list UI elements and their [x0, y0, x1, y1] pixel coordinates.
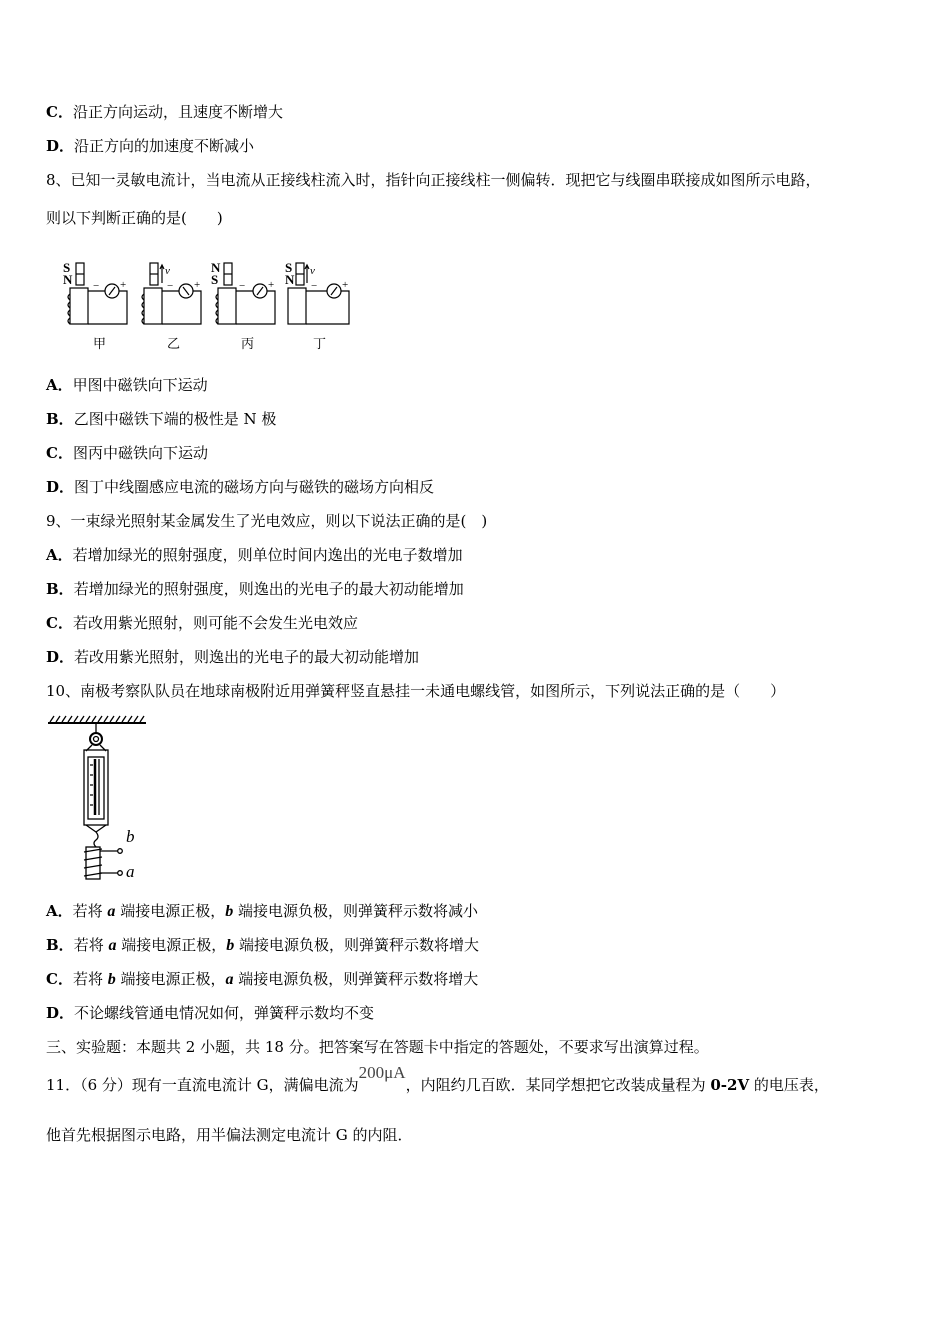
svg-text:−: −	[93, 280, 100, 292]
svg-text:+: +	[268, 279, 275, 291]
caption-yi: 乙	[167, 336, 181, 351]
q8-option-d	[46, 477, 434, 497]
svg-text:v: v	[165, 265, 170, 277]
text: 端接电源负极，则弹簧秤示数将增大	[234, 936, 480, 954]
option-label: C．	[46, 444, 73, 462]
option-label: C．	[46, 103, 73, 121]
var: b	[225, 903, 234, 920]
q8-stem-line1: 8、已知一灵敏电流计，当电流从正接线柱流入时，指针向正接线柱一侧偏转．现把它与线圈串联接成如图所示电路，	[46, 171, 821, 189]
section-3-heading: 三、实验题：本题共 2 小题，共 18 分。把答案写在答题卡中指定的答题处，不要求写出演算过程。	[46, 1038, 709, 1056]
text: 若将	[73, 936, 109, 954]
text: 若将	[72, 970, 108, 988]
text: ，内阻约几百欧．某同学想把它改装成量程为	[405, 1076, 711, 1094]
option-text: 沿正方向的加速度不断减小	[74, 137, 255, 155]
svg-text:N: N	[285, 272, 295, 287]
var: b	[107, 971, 116, 988]
svg-text:S: S	[63, 260, 71, 275]
option-label: A．	[46, 902, 73, 920]
q9-stem: 9、一束绿光照射某金属发生了光电效应，则以下说法正确的是( )	[46, 512, 488, 530]
q7-option-d	[46, 136, 254, 156]
figure-ding	[285, 260, 349, 324]
option-label: D．	[46, 137, 75, 155]
option-label: D．	[46, 1004, 75, 1022]
svg-text:+: +	[194, 279, 201, 291]
text: 端接电源正极，	[115, 970, 226, 988]
var: a	[108, 937, 117, 954]
figure-jia	[63, 260, 127, 324]
svg-text:S: S	[285, 260, 293, 275]
option-label: D．	[46, 648, 75, 666]
q8-figure	[60, 258, 360, 358]
option-text: 不论螺线管通电情况如何，弹簧秤示数均不变	[74, 1004, 375, 1022]
text: 若将	[72, 902, 108, 920]
svg-text:v: v	[310, 265, 315, 277]
q8-option-b	[46, 409, 276, 429]
option-text: 乙图中磁铁下端的极性是 N 极	[73, 410, 277, 428]
figure-yi	[142, 263, 201, 324]
q9-option-d	[46, 647, 419, 667]
svg-text:N: N	[211, 260, 221, 275]
q7-option-c	[46, 102, 283, 122]
option-label: A．	[46, 546, 73, 564]
text: 端接电源正极，	[116, 936, 227, 954]
range: 0-2V	[710, 1076, 750, 1094]
figure-bing	[211, 260, 275, 324]
text: 11．（6 分）现有一直流电流计 G，满偏电流为	[46, 1076, 359, 1094]
text: 端接电源负极，则弹簧秤示数将增大	[233, 970, 479, 988]
text: 端接电源正极，	[115, 902, 226, 920]
var: b	[226, 937, 235, 954]
option-label: A．	[46, 376, 73, 394]
svg-text:−: −	[167, 280, 174, 292]
option-label: D．	[46, 478, 75, 496]
caption-jia: 甲	[93, 336, 107, 351]
option-label: B．	[46, 410, 74, 428]
option-text: 图丙中磁铁向下运动	[72, 444, 208, 462]
option-text: 若增加绿光的照射强度，则单位时间内逸出的光电子数增加	[72, 546, 463, 564]
svg-text:+: +	[342, 279, 349, 291]
option-label: C．	[46, 970, 73, 988]
caption-bing: 丙	[241, 336, 255, 351]
option-text: 若增加绿光的照射强度，则逸出的光电子的最大初动能增加	[73, 580, 464, 598]
option-text: 若改用紫光照射，则可能不会发生光电效应	[72, 614, 358, 632]
svg-text:−: −	[311, 280, 318, 292]
q10-option-b	[46, 935, 479, 956]
var: a	[107, 903, 116, 920]
var: a	[225, 971, 234, 988]
caption-ding: 丁	[313, 336, 327, 351]
svg-text:−: −	[239, 280, 246, 292]
q9-option-b	[46, 579, 464, 599]
q10-stem: 10、南极考察队队员在地球南极附近用弹簧秤竖直悬挂一未通电螺线管，如图所示，下列说法正确的是（ ）	[46, 682, 786, 700]
option-text: 图丁中线圈感应电流的磁场方向与磁铁的磁场方向相反	[74, 478, 435, 496]
svg-text:+: +	[120, 279, 127, 291]
q11-stem-line2: 他首先根据图示电路，用半偏法测定电流计 G 的内阻．	[46, 1126, 413, 1144]
q11-stem-line1	[46, 1063, 829, 1095]
svg-text:N: N	[63, 272, 73, 287]
option-label: B．	[46, 580, 74, 598]
q10-option-c	[46, 969, 478, 990]
terminal-a-label: a	[126, 862, 135, 881]
q10-option-a	[46, 901, 478, 922]
q9-option-a	[46, 545, 463, 565]
q9-option-c	[46, 613, 358, 633]
option-text: 沿正方向运动，且速度不断增大	[72, 103, 283, 121]
option-label: B．	[46, 936, 74, 954]
spring-scale-figure	[46, 715, 146, 885]
q8-option-c	[46, 443, 208, 463]
q8-option-a	[46, 375, 208, 395]
math-current: 200μA	[358, 1063, 406, 1082]
terminal-b-label: b	[126, 827, 135, 846]
q10-option-d	[46, 1003, 374, 1023]
text: 的电压表，	[749, 1076, 829, 1094]
q8-stem-line2: 则以下判断正确的是( )	[46, 209, 223, 227]
option-label: C．	[46, 614, 73, 632]
text: 端接电源负极，则弹簧秤示数将减小	[233, 902, 478, 920]
svg-text:S: S	[211, 272, 219, 287]
option-text: 若改用紫光照射，则逸出的光电子的最大初动能增加	[74, 648, 420, 666]
option-text: 甲图中磁铁向下运动	[72, 376, 208, 394]
